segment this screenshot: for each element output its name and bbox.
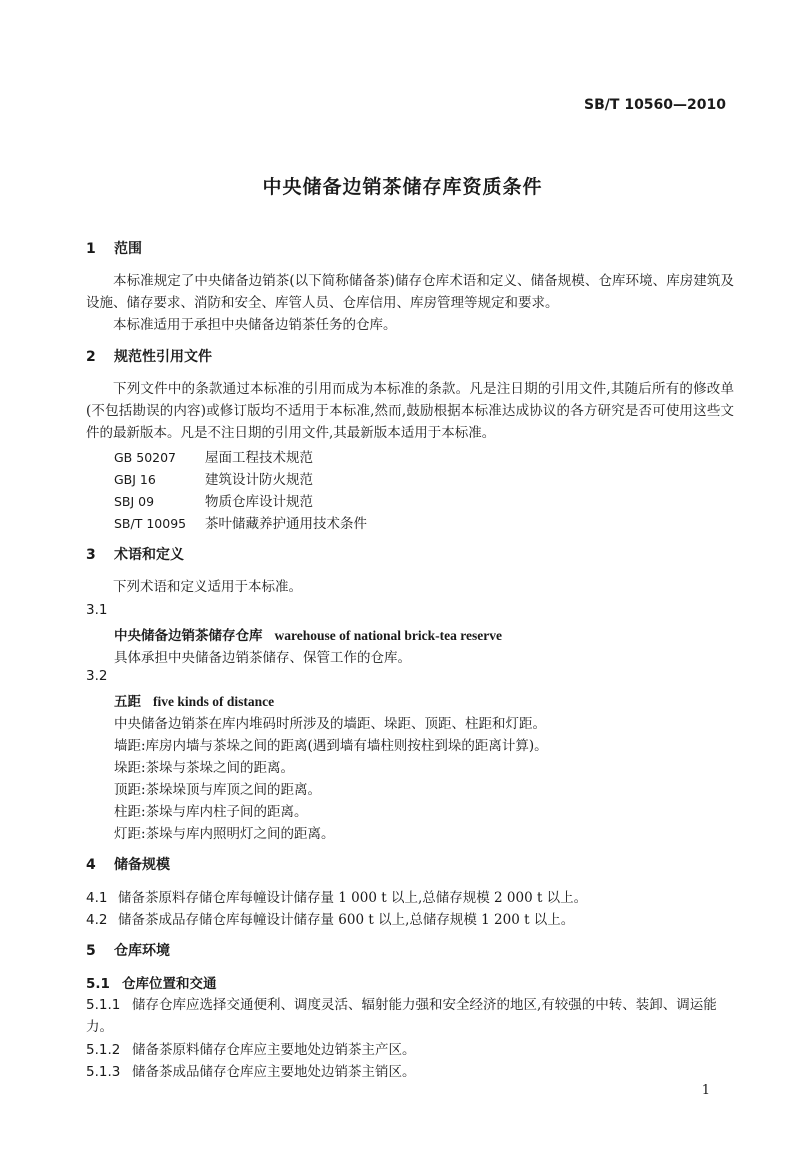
clause-number: 3.2 (86, 668, 108, 684)
section-title: 仓库环境 (114, 943, 170, 959)
definition-line: 柱距:茶垛与库内柱子间的距离。 (114, 804, 308, 820)
subsection-title: 仓库位置和交通 (122, 976, 217, 992)
clause-item (86, 1038, 416, 1058)
clause-item (86, 1060, 416, 1080)
section-heading-4 (86, 854, 170, 874)
clause-number: 5.1.2 (86, 1042, 121, 1058)
paragraph: 本标准适用于承担中央储备边销茶任务的仓库。 (113, 317, 397, 333)
section-number: 1 (86, 241, 96, 257)
reference-name: 屋面工程技术规范 (205, 450, 313, 466)
reference-item (114, 468, 313, 488)
term (114, 624, 502, 644)
clause-item (86, 994, 734, 1038)
reference-item (114, 512, 367, 532)
reference-item (114, 490, 313, 510)
reference-name: 建筑设计防火规范 (205, 472, 313, 488)
term (114, 690, 274, 710)
definition-line: 顶距:茶垛垛顶与库顶之间的距离。 (114, 782, 322, 798)
section-number: 4 (86, 857, 96, 873)
term-chinese: 中央储备边销茶储存仓库 (114, 628, 263, 644)
clause-number: 5.1.1 (86, 997, 121, 1013)
term-english: five kinds of distance (153, 694, 275, 709)
section-number: 3 (86, 547, 96, 563)
paragraph: 下列术语和定义适用于本标准。 (113, 579, 302, 595)
reference-code: GBJ 16 (114, 472, 156, 487)
standard-number: SB/T 10560—2010 (584, 97, 726, 113)
clause-number: 5.1.3 (86, 1064, 121, 1080)
reference-item (114, 446, 313, 466)
term-chinese: 五距 (114, 694, 141, 710)
definition: 具体承担中央储备边销茶储存、保管工作的仓库。 (114, 650, 411, 666)
definition-line: 垛距:茶垛与茶垛之间的距离。 (114, 760, 295, 776)
clause-number: 4.2 (86, 912, 108, 928)
section-title: 术语和定义 (114, 547, 184, 563)
reference-code: SBJ 09 (114, 494, 155, 509)
definition-line: 中央储备边销茶在库内堆码时所涉及的墙距、垛距、顶距、柱距和灯距。 (114, 716, 546, 732)
paragraph: 下列文件中的条款通过本标准的引用而成为本标准的条款。凡是注日期的引用文件,其随后所有的修改单(不包括勘误的内容)或修订版均不适用于本标准,然而,鼓励根据本标准达成协议的各方研究是否可使用这些文件的最新版本。凡是不注日期的引用文件,其最新版本适用于本标准。 (86, 381, 734, 441)
clause-text: 储存仓库应选择交通便利、调度灵活、辐射能力强和安全经济的地区,有较强的中转、装卸、调运能力。 (86, 997, 717, 1035)
reference-code: SB/T 10095 (114, 516, 187, 531)
subsection-heading (86, 972, 217, 992)
section-heading-5 (86, 940, 170, 960)
section-title: 储备规模 (114, 857, 170, 873)
document-title: 中央储备边销茶储存库资质条件 (262, 176, 543, 198)
section-title: 范围 (114, 241, 142, 257)
definition-line: 灯距:茶垛与库内照明灯之间的距离。 (114, 826, 335, 842)
term-english: warehouse of national brick-tea reserve (274, 628, 502, 643)
clause-number: 3.1 (86, 602, 108, 618)
reference-name: 茶叶储藏养护通用技术条件 (205, 516, 367, 532)
clause-text: 储备茶成品储存仓库应主要地处边销茶主销区。 (132, 1064, 416, 1080)
section-heading-2 (86, 346, 212, 366)
clause-number: 4.1 (86, 890, 108, 906)
clause-item (86, 886, 587, 906)
section-number: 5 (86, 943, 96, 959)
clause-text: 储备茶原料储存仓库应主要地处边销茶主产区。 (132, 1042, 416, 1058)
subsection-number: 5.1 (86, 976, 110, 992)
clause-text: 储备茶成品存储仓库每幢设计储存量 600 t 以上,总储存规模 1 200 t 以上。 (118, 912, 575, 928)
paragraph: 本标准规定了中央储备边销茶(以下简称储备茶)储存仓库术语和定义、储备规模、仓库环境、库房建筑及设施、储存要求、消防和安全、库管人员、仓库信用、库房管理等规定和要求。 (86, 273, 734, 311)
reference-code: GB 50207 (114, 450, 176, 465)
definition-line: 墙距:库房内墙与茶垛之间的距离(遇到墙有墙柱则按柱到垛的距离计算)。 (114, 738, 548, 754)
clause-item (86, 908, 574, 928)
clause-text: 储备茶原料存储仓库每幢设计储存量 1 000 t 以上,总储存规模 2 000 t 以上。 (118, 890, 588, 906)
page-number: 1 (701, 1083, 710, 1098)
section-title: 规范性引用文件 (114, 349, 212, 365)
section-number: 2 (86, 349, 96, 365)
section-heading-3 (86, 544, 184, 564)
reference-name: 物质仓库设计规范 (205, 494, 313, 510)
section-heading-1 (86, 238, 142, 258)
